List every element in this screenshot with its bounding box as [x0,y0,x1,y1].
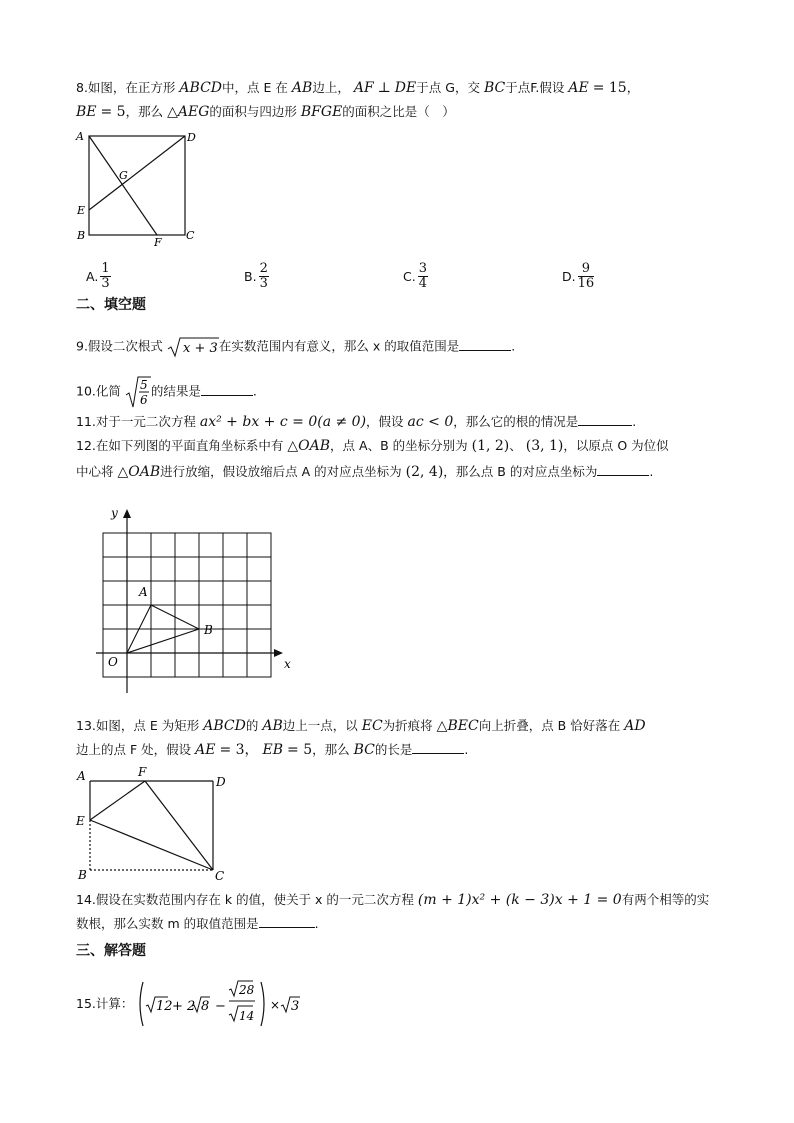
label-a: A [77,769,86,783]
math-bfge: BFGE [300,104,343,120]
minus-sign: − [215,999,227,1014]
q8-text: 的面积与四边形 [209,104,297,119]
q11-text: ，假设 [366,414,404,429]
frac-num: 3 [418,261,427,276]
answer-blank[interactable] [578,413,632,426]
q14-text: 数根，那么实数 m 的取值范围是 [76,916,259,931]
coord-a: (1, 2) [471,438,510,454]
label-a: A [139,585,148,599]
option-fraction [100,262,110,291]
label-d: D [187,131,196,144]
label-b: B [204,623,213,637]
option-b[interactable] [244,262,269,291]
option-fraction [578,262,595,291]
section-title-answer: 三、解答题 [76,943,146,959]
segment-ef [90,781,145,820]
math-be-value: = 5 [100,104,126,120]
q13-text: 的长是 [374,742,413,757]
q10-text: 的结果是 [150,383,201,399]
q8-line1 [76,78,639,98]
frac-num: 28 [239,983,255,997]
q11-text: 11.对于一元二次方程 [76,414,196,429]
math-be: BE [76,104,97,120]
option-c[interactable] [403,262,428,291]
math-eb-value: = 5 [287,742,313,758]
math-ab: AB [262,718,283,734]
sqrt-expression [167,336,219,358]
math-oab: OAB [128,464,161,480]
q12-text: ，点 A、B 的坐标分别为 [330,438,468,453]
math-bec: BEC [447,718,479,734]
triangle-symbol: △ [117,464,129,480]
option-label: C. [403,269,416,284]
q13-line1 [76,716,646,736]
label-o: O [108,655,118,669]
radicand-3: 3 [291,999,300,1014]
label-f: F [138,765,147,779]
math-eb: EB [262,742,284,758]
q8-text: ，交 [454,80,480,95]
q8-point-f: F [530,80,536,95]
frac-num: 2 [259,261,268,276]
label-b: B [78,868,87,882]
q10 [76,375,257,409]
option-label: D. [562,269,576,284]
q14-text: . [314,916,319,931]
radicand: x + 3 [182,341,218,356]
q10-text: 10.化简 [76,383,121,399]
option-label: B. [244,269,257,284]
q8-text: 8.如图，在正方形 [76,80,176,95]
q13-figure [74,764,234,884]
answer-blank[interactable] [259,915,315,928]
coord-b: (3, 1) [525,438,564,454]
frac-num: 5 [139,378,148,392]
q15 [76,978,307,1030]
math-aeg: AEG [177,104,210,120]
q12-text: ，以原点 O 为位似 [563,438,669,453]
x-axis-arrow-icon [274,649,283,657]
segment-de [89,136,185,210]
q14-text: 有两个相等的实 [621,892,710,907]
q15-text: 15.计算： [76,996,134,1011]
q12-text: 中心将 [76,464,114,479]
option-label: A. [86,269,99,284]
q12-text: . [649,464,654,479]
q8-figure [74,128,204,248]
math-bc: BC [483,80,506,96]
label-y: y [111,506,118,520]
q12-text: 进行放缩，假设放缩后点 A 的对应点坐标为 [160,464,402,479]
q8-text: ，那么 [125,104,164,119]
math-af: AF [353,80,374,96]
label-c: C [186,229,195,242]
frac-den: 3 [101,276,110,291]
math-oab: OAB [298,438,331,454]
answer-blank[interactable] [459,338,511,351]
frac-den: 14 [239,1009,255,1023]
frac-num: 9 [578,262,595,277]
math-ae-value: = 3， [219,742,259,758]
q8-text: .假设 [535,80,565,95]
q8-point-g: G [445,80,455,95]
q8-text: 边上， [312,80,350,95]
q12-figure [96,503,296,695]
label-x: x [284,657,291,671]
q8-text: 在 [275,80,288,95]
math-ae: AE [195,742,216,758]
q9-text: . [511,338,516,354]
math-ae: AE [568,80,589,96]
math-ad: AD [624,718,646,734]
q8-text: 于点 [505,80,531,95]
triangle-symbol: △ [287,438,299,454]
q13-text: 边上的点 F 处，假设 [76,742,192,757]
math-ec: EC [361,718,383,734]
q13-text: ，那么 [312,742,350,757]
label-c: C [215,869,225,883]
y-axis-arrow-icon [123,509,131,518]
triangle-symbol: △ [167,104,178,120]
math-condition: (a ≠ 0) [317,414,367,430]
q14-text: 14.假设在实数范围内存在 k 的值，使关于 x 的一元二次方程 [76,892,414,907]
q12-line1 [76,436,669,456]
q12-text: 12.在如下列图的平面直角坐标系中有 [76,438,284,453]
q11 [76,412,636,432]
q12-text: ，那么点 B 的对应点坐标为 [443,464,598,479]
option-fraction [259,262,269,291]
coord-a-image: (2, 4) [405,464,444,480]
math-equation: (m + 1)x² + (k − 3)x + 1 = 0 [417,892,622,908]
math-de: DE [394,80,417,96]
q11-text: . [632,414,637,429]
q8-text: 的面积之比是（ ） [342,104,455,119]
times-sign: × [270,998,281,1012]
q13-line2 [76,740,468,760]
section-title-fill-blank: 二、填空题 [76,297,146,313]
math-bc: BC [353,742,375,758]
radicand-12: 12 [156,999,173,1014]
q14-line1 [76,890,709,910]
q13-text: 的 [245,718,259,733]
math-abcd: ABCD [203,718,246,734]
label-a: A [76,130,84,143]
frac-den: 3 [259,276,268,291]
plus-two: + 2 [172,999,196,1014]
q9 [76,336,515,358]
math-equation: ax² + bx + c = 0 [199,414,318,430]
q10-text: . [252,383,257,399]
frac-num: 1 [101,261,110,276]
label-g: G [119,169,128,182]
frac-den: 6 [139,393,148,407]
q13-text: 边上一点，以 [282,718,358,733]
label-e: E [77,204,86,217]
q13-text: 13.如图，点 E 为矩形 [76,718,200,733]
answer-blank[interactable] [597,463,649,476]
q13-text: . [464,742,469,757]
q13-text: 向上折叠，点 B 恰好落在 [478,718,621,733]
right-paren-icon [261,982,264,1026]
q8-text: 于点 [416,80,442,95]
grid [103,533,271,677]
math-abcd: ABCD [179,80,223,96]
math-inequality: ac < 0 [407,414,454,430]
square-abcd [89,136,185,235]
option-d[interactable] [562,262,594,291]
radical-sign-icon [167,336,219,358]
frac-den: 16 [577,276,595,291]
math-ab: AB [291,80,313,96]
left-paren-icon [140,982,143,1026]
option-a[interactable] [86,262,111,291]
sqrt-fraction-icon [125,375,151,409]
q15-expression [137,978,307,1030]
radicand-8: 8 [201,999,210,1014]
answer-blank[interactable] [201,383,253,396]
option-fraction [418,262,428,291]
perp-symbol: ⊥ [377,80,391,96]
answer-blank[interactable] [412,741,464,754]
q13-text: 为折痕将 [382,718,433,733]
q12-line2 [76,462,653,482]
q8-point-e: E [263,80,272,95]
frac-den: 4 [418,276,427,291]
q8-text: 中，点 [222,80,260,95]
triangle-symbol: △ [436,718,448,734]
q9-text: 在实数范围内有意义，那么 x 的取值范围是 [218,338,460,354]
q9-text: 9.假设二次根式 [76,338,163,354]
q8-line2 [76,102,455,122]
q14-line2 [76,914,319,934]
label-e: E [76,814,85,828]
label-b: B [77,229,86,242]
q8-text: ， [626,80,640,95]
segment-af [89,136,157,235]
label-d: D [216,775,226,789]
math-ae-value: = 15 [592,80,627,96]
label-f: F [154,236,162,248]
q12-text: 、 [509,438,522,453]
q11-text: ，那么它的根的情况是 [453,414,579,429]
